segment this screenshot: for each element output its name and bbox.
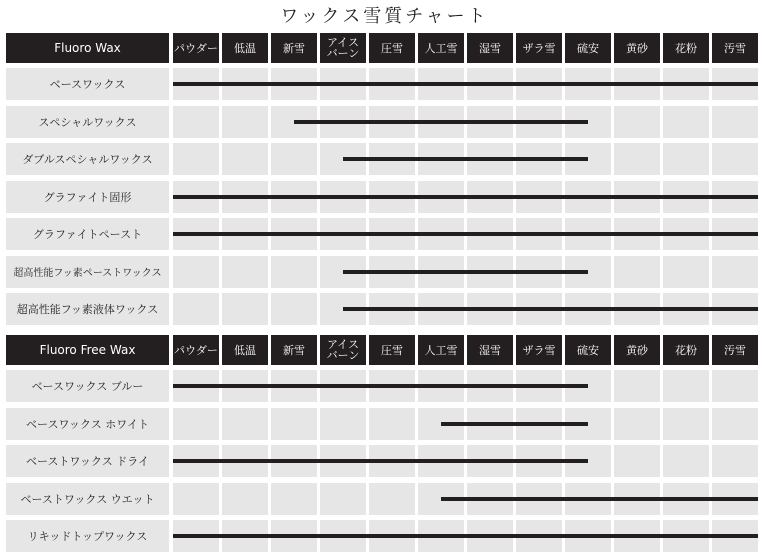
wax-row-label: リキッドトップワックス	[6, 520, 169, 552]
grid-cell	[271, 293, 317, 325]
grid-cell	[173, 143, 219, 175]
grid-cell	[369, 483, 415, 515]
suitability-bar	[441, 422, 588, 426]
section-fluoro-wax	[6, 33, 763, 331]
suitability-bar	[343, 307, 758, 311]
grid-cell	[271, 143, 317, 175]
grid-cell	[222, 143, 268, 175]
column-header: 黄砂	[614, 335, 660, 365]
chart-title: ワックス雪質チャート	[280, 6, 489, 27]
column-header: パウダー	[173, 33, 219, 63]
grid-cell	[222, 408, 268, 440]
suitability-bar	[343, 270, 588, 274]
wax-row-label: 超高性能フッ素ペーストワックス	[6, 256, 169, 288]
grid-cell	[173, 293, 219, 325]
wax-row-label: グラファイトペースト	[6, 218, 169, 250]
column-header: 汚雪	[712, 33, 758, 63]
column-header: 汚雪	[712, 335, 758, 365]
column-header: 硫安	[565, 335, 611, 365]
section-header: Fluoro Free Wax	[6, 335, 169, 365]
suitability-bar	[441, 497, 758, 501]
suitability-bar	[343, 157, 588, 161]
grid-cell	[614, 370, 660, 402]
wax-row-label: スペシャルワックス	[6, 106, 169, 138]
column-header: 人工雪	[418, 33, 464, 63]
section-header: Fluoro Wax	[6, 33, 169, 63]
wax-row-label: ベースワックス	[6, 68, 169, 100]
column-header: 圧雪	[369, 33, 415, 63]
grid-cell	[614, 106, 660, 138]
column-header: 花粉	[663, 33, 709, 63]
section-fluoro-free-wax	[6, 335, 763, 558]
wax-row-label: ベーストワックス ドライ	[6, 445, 169, 477]
suitability-bar	[173, 459, 588, 463]
grid-cell	[271, 256, 317, 288]
wax-row-label: ベーストワックス ウエット	[6, 483, 169, 515]
grid-cell	[712, 143, 758, 175]
grid-cell	[614, 408, 660, 440]
column-header: 湿雪	[467, 33, 513, 63]
grid-cell	[712, 370, 758, 402]
grid-cell	[222, 256, 268, 288]
column-header: アイス バーン	[320, 335, 366, 365]
column-header: 花粉	[663, 335, 709, 365]
grid-cell	[369, 408, 415, 440]
wax-row-label: ダブルスペシャルワックス	[6, 143, 169, 175]
suitability-bar	[173, 195, 758, 199]
column-header: 黄砂	[614, 33, 660, 63]
wax-row-label: ベースワックス ホワイト	[6, 408, 169, 440]
grid-cell	[712, 408, 758, 440]
column-header: 新雪	[271, 335, 317, 365]
grid-cell	[663, 408, 709, 440]
grid-cell	[173, 408, 219, 440]
wax-row-label: 超高性能フッ素液体ワックス	[6, 293, 169, 325]
column-header: 新雪	[271, 33, 317, 63]
suitability-bar	[173, 384, 588, 388]
grid-cell	[614, 445, 660, 477]
column-header: ザラ雪	[516, 335, 562, 365]
column-header: ザラ雪	[516, 33, 562, 63]
grid-cell	[320, 408, 366, 440]
wax-row-label: グラファイト固形	[6, 181, 169, 213]
grid-cell	[614, 143, 660, 175]
grid-cell	[663, 106, 709, 138]
grid-cell	[712, 106, 758, 138]
column-header: 低温	[222, 33, 268, 63]
column-header: 圧雪	[369, 335, 415, 365]
grid-cell	[271, 483, 317, 515]
grid-cell	[222, 106, 268, 138]
suitability-bar	[173, 82, 758, 86]
column-header: 人工雪	[418, 335, 464, 365]
grid-cell	[320, 483, 366, 515]
grid-cell	[663, 256, 709, 288]
wax-row-label: ベースワックス ブルー	[6, 370, 169, 402]
column-header: 湿雪	[467, 335, 513, 365]
column-header: 低温	[222, 335, 268, 365]
column-header: パウダー	[173, 335, 219, 365]
suitability-bar	[173, 534, 758, 538]
grid-cell	[173, 106, 219, 138]
grid-cell	[222, 293, 268, 325]
grid-cell	[712, 445, 758, 477]
grid-cell	[712, 256, 758, 288]
grid-cell	[663, 143, 709, 175]
grid-cell	[173, 483, 219, 515]
suitability-bar	[173, 232, 758, 236]
grid-cell	[173, 256, 219, 288]
column-header: アイス バーン	[320, 33, 366, 63]
grid-cell	[663, 445, 709, 477]
grid-cell	[222, 483, 268, 515]
grid-cell	[614, 256, 660, 288]
grid-cell	[663, 370, 709, 402]
grid-cell	[271, 408, 317, 440]
column-header: 硫安	[565, 33, 611, 63]
suitability-bar	[294, 120, 588, 124]
